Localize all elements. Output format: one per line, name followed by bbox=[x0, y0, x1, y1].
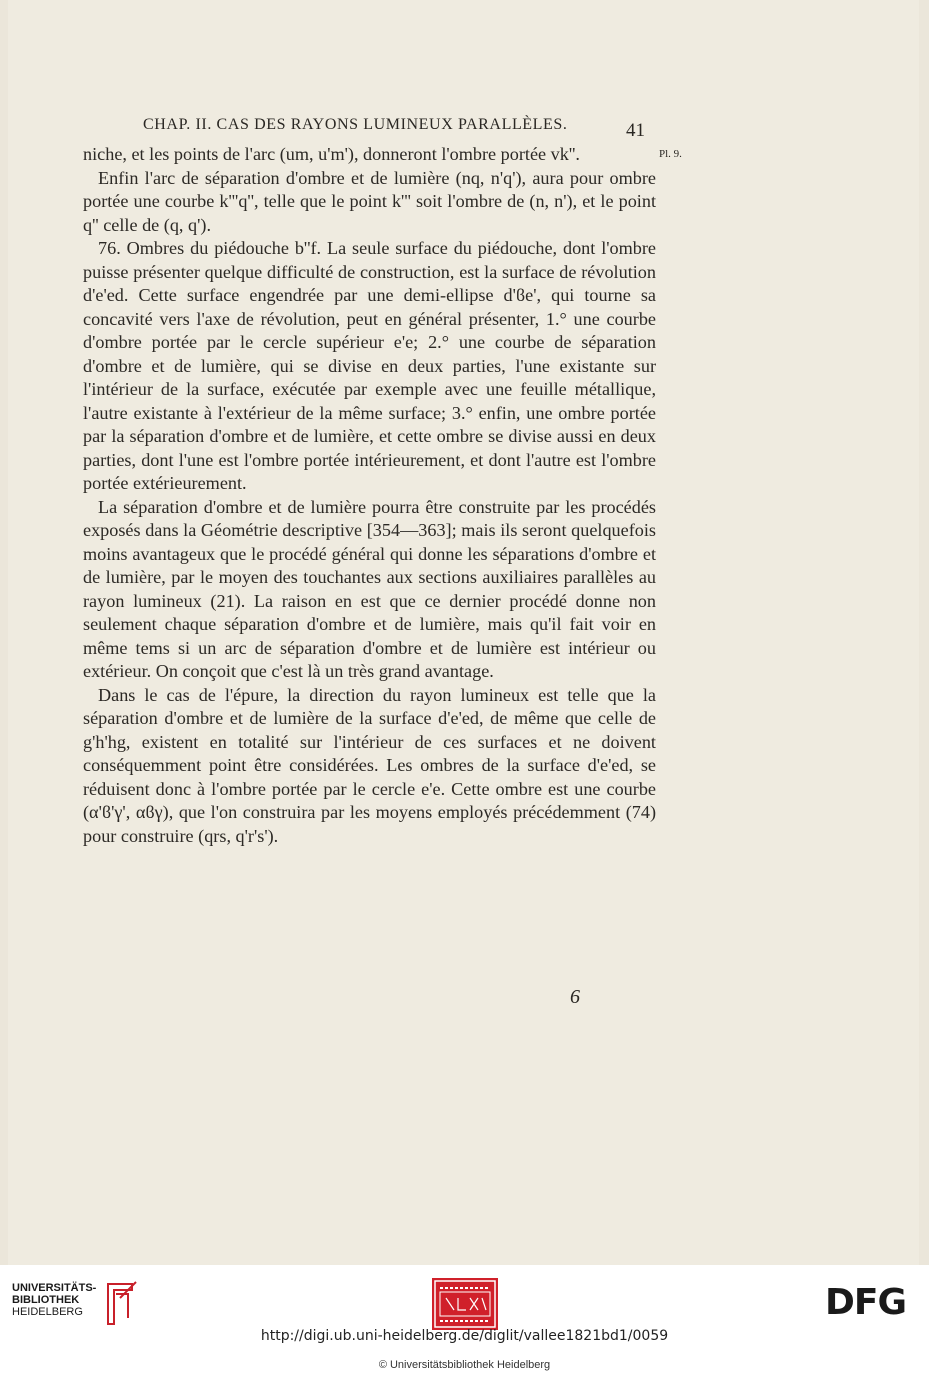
paragraph: Enfin l'arc de séparation d'ombre et de lumière (nq, n'q'), aura pour ombre portée une courbe k'''q'', telle que le point k''' soit l'ombre de (n, n'), et le point q'' celle de (q, q'). bbox=[83, 167, 656, 235]
ub-heidelberg-logo[interactable] bbox=[12, 1280, 137, 1330]
running-head: CHAP. II. CAS DES RAYONS LUMINEUX PARALLÈLES. bbox=[143, 116, 568, 133]
paragraph: Dans le cas de l'épure, la direction du rayon lumineux est telle que la séparation d'ombre et de lumière de la surface d'e'ed, de même que celle de g'h'hg, existent en totalité sur l'intérieur de ces surfaces et ne doivent conséquemment point être considérées. Les ombres de la surface d'e'ed, se réduisent donc à l'ombre portée par le cercle e'e. Cette ombre est une courbe (α'ϐ'γ', αϐγ), que l'on construira par les moyens employés précédemment (74) pour construire (qrs, q'r's'). bbox=[83, 684, 656, 846]
ub-line-1: UNIVERSITÄTS- bbox=[12, 1282, 97, 1294]
permalink-url[interactable]: http://digi.ub.uni-heidelberg.de/diglit/vallee1821bd1/0059 bbox=[260, 1328, 669, 1344]
ub-mark-icon bbox=[98, 1280, 138, 1328]
copyright-notice: © Universitätsbibliothek Heidelberg bbox=[378, 1359, 551, 1371]
ub-line-3: HEIDELBERG bbox=[12, 1306, 83, 1318]
collection-seal-icon bbox=[432, 1278, 498, 1330]
dfg-logo[interactable]: DFG bbox=[825, 1282, 907, 1323]
plate-reference: Pl. 9. bbox=[659, 148, 682, 160]
page-number: 41 bbox=[626, 120, 645, 141]
ub-logo-text bbox=[12, 1282, 96, 1318]
ub-line-2: BIBLIOTHEK bbox=[12, 1294, 80, 1306]
digital-collection-logo[interactable] bbox=[432, 1278, 498, 1330]
footer-bar bbox=[0, 1265, 929, 1382]
paragraph: La séparation d'ombre et de lumière pourra être construite par les procédés exposés dans la Géométrie descriptive [354—363]; mais ils seront quelquefois moins avantageux que le procédé général qui donne les séparations d'ombre et de lumière, par le moyen des touchantes aux sections auxiliaires parallèles au rayon lumineux (21). La raison en est que ce dernier procédé donne non seulement chaque séparation d'ombre et de lumière, mais qu'il fait voir en même tems si un arc de séparation d'ombre et de lumière est intérieur ou extérieur. On conçoit que c'est là un très grand avantage. bbox=[83, 496, 656, 681]
paragraph: niche, et les points de l'arc (um, u'm'), donneront l'ombre portée vk''. bbox=[83, 144, 580, 164]
body-text bbox=[83, 143, 656, 848]
book-page bbox=[8, 0, 919, 1265]
paragraph: 76. Ombres du piédouche b''f. La seule surface du piédouche, dont l'ombre puisse présenter quelque difficulté de construction, est la surface de révolution d'e'ed. Cette surface engendrée par une demi-ellipse d'ϐe', qui tourne sa concavité vers l'axe de révolution, peut en général présenter, 1.° une courbe d'ombre portée par le cercle supérieur e'e; 2.° une courbe de séparation d'ombre et de lumière, qui se divise en deux parties, l'une existante sur l'intérieur de la surface, exécutée par exemple avec une feuille métallique, l'autre existante à l'extérieur de la même surface; 3.° enfin, une ombre portée par la séparation d'ombre et de lumière, et cette ombre se divise aussi en deux parties, dont l'une est l'ombre portée intérieurement, et dont l'autre est l'ombre portée extérieurement. bbox=[83, 238, 656, 493]
signature-mark: 6 bbox=[570, 986, 580, 1008]
